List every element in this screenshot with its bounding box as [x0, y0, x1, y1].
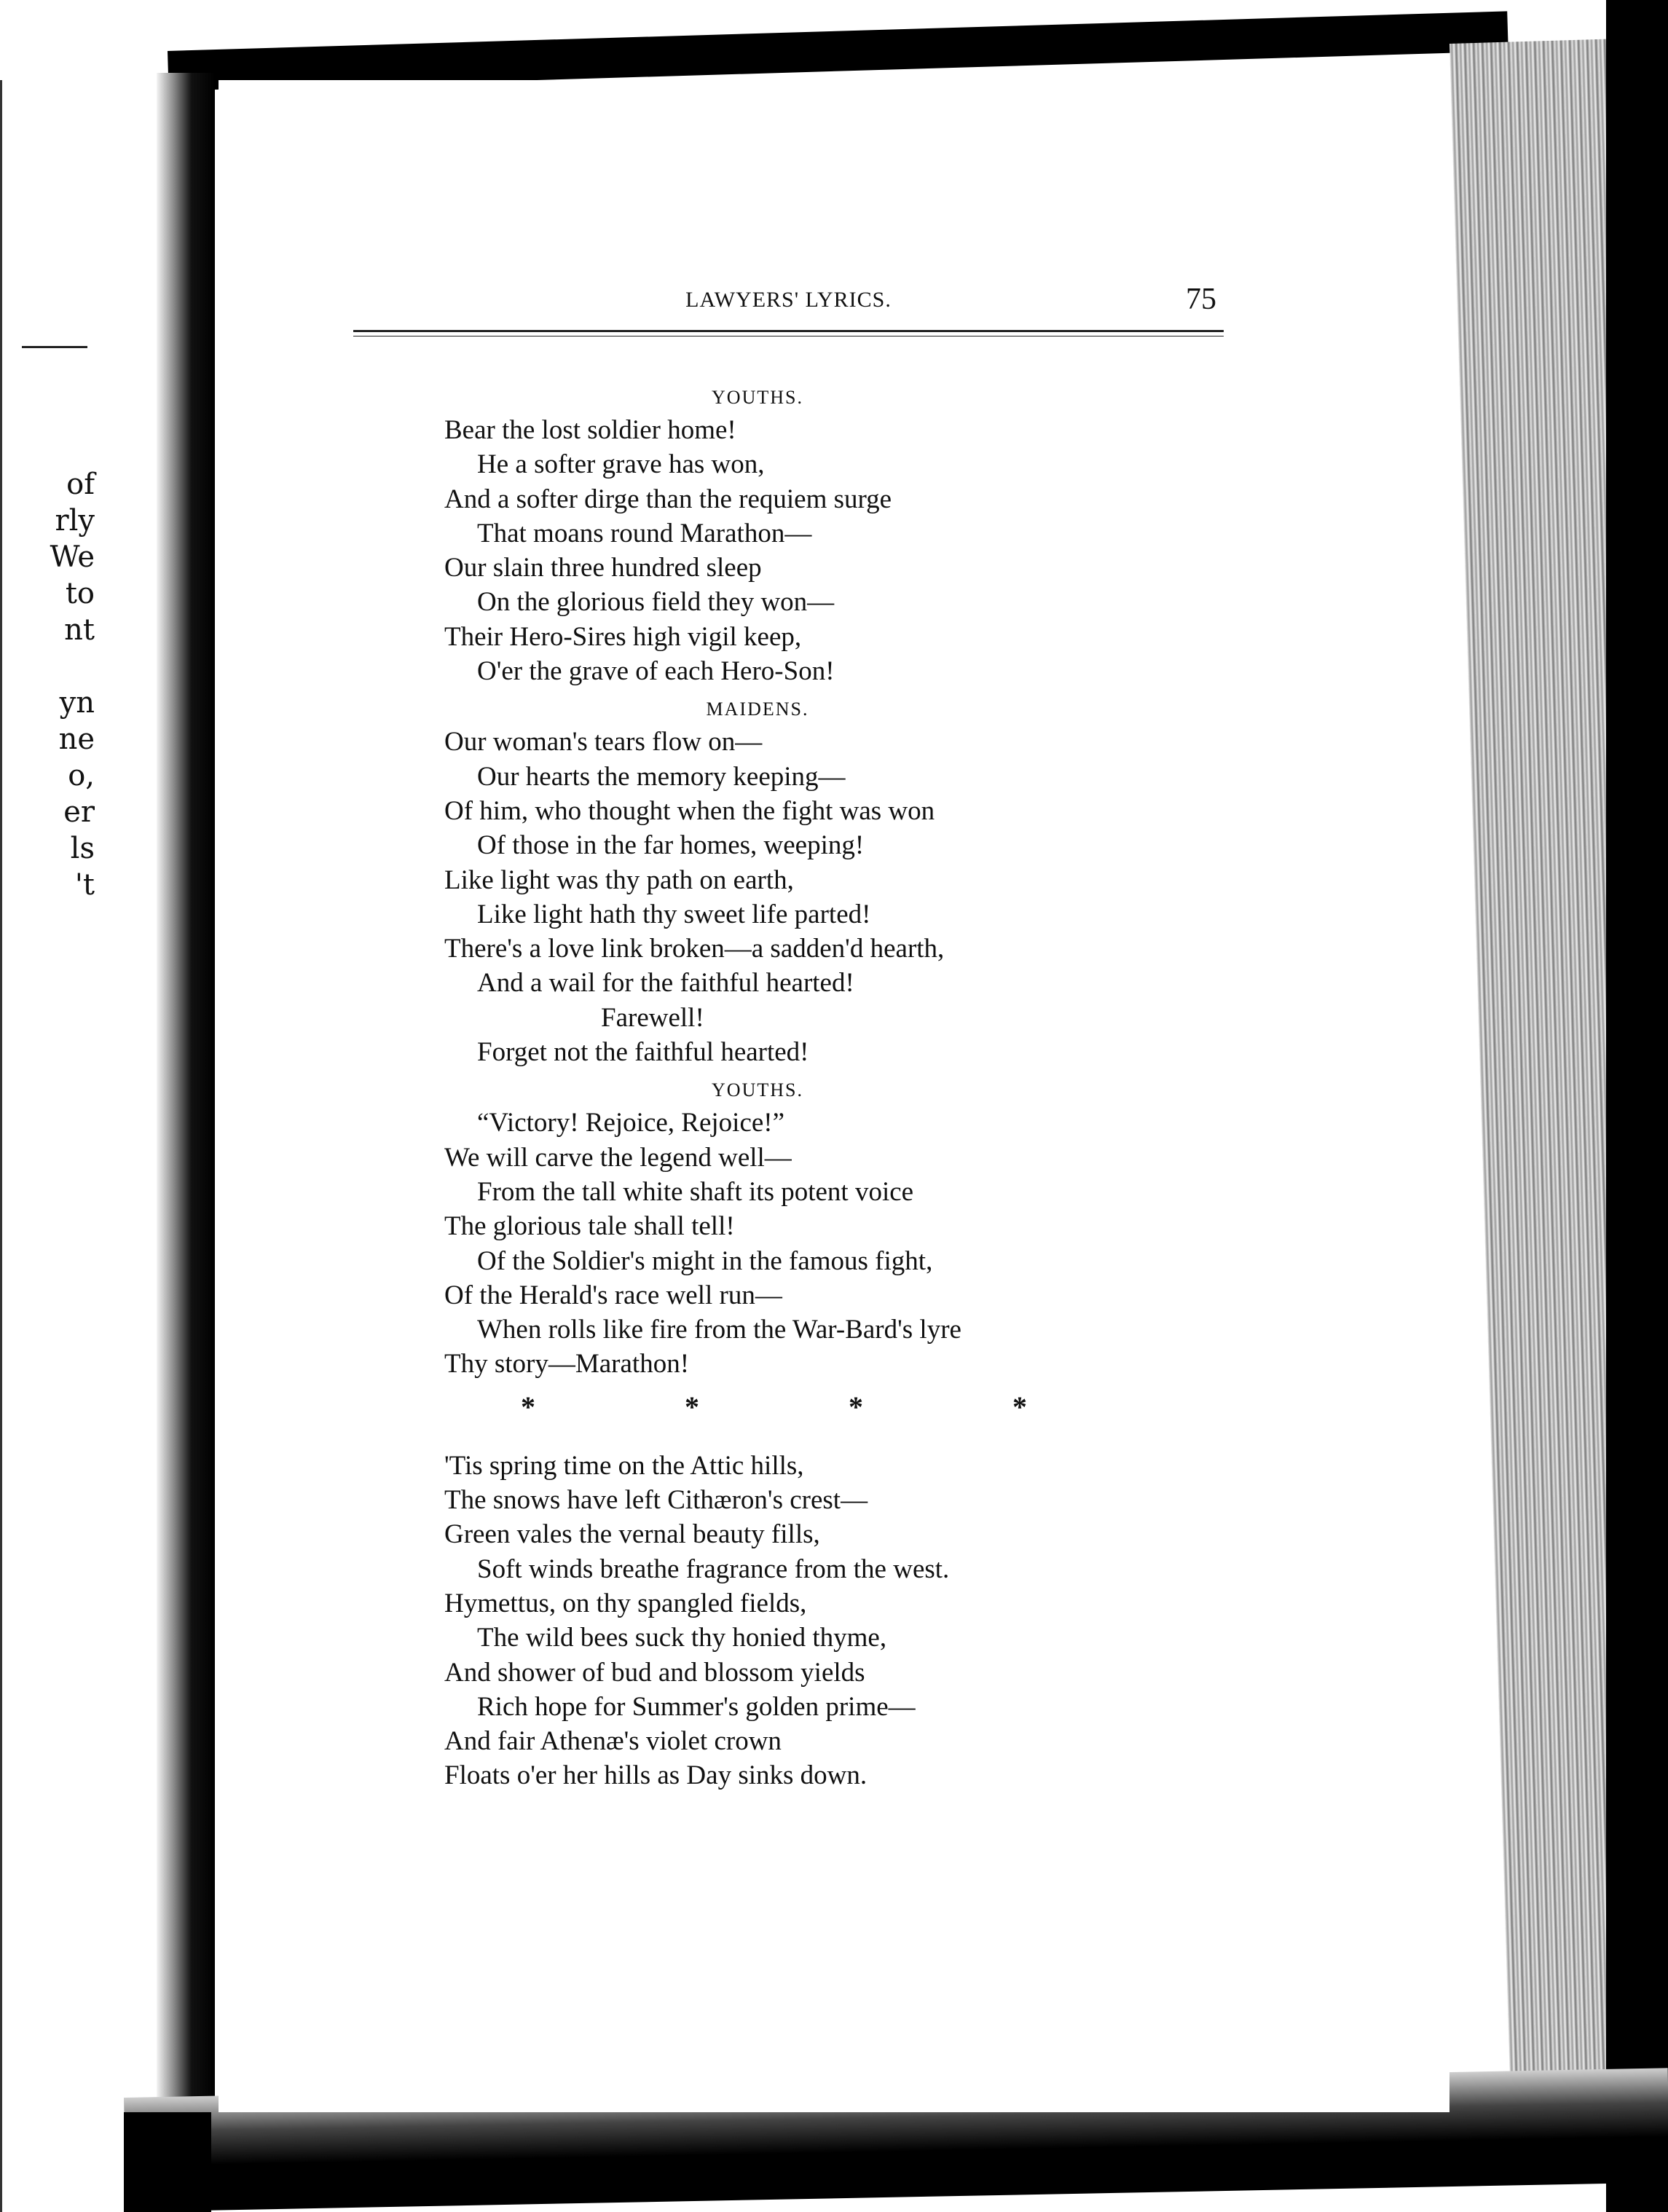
scan-border-bottom-left: [124, 2112, 211, 2212]
poem-line: There's a love link broken—a sadden'd hearth,: [444, 934, 945, 964]
poem-line: And a softer dirge than the requiem surge: [444, 484, 892, 514]
poem-line: Rich hope for Summer's golden prime—: [477, 1691, 916, 1722]
previous-page-fragment: ls: [70, 832, 95, 865]
poem-line: When rolls like fire from the War-Bard's lyre: [477, 1315, 961, 1345]
poem-line: On the glorious field they won—: [477, 587, 835, 618]
poem-line: Soft winds breathe fragrance from the west.: [477, 1554, 950, 1584]
poem-line: 'Tis spring time on the Attic hills,: [444, 1450, 804, 1481]
poem-line: Our hearts the memory keeping—: [477, 761, 846, 792]
scan-border-right: [1606, 0, 1668, 2212]
previous-page-fragment: of: [66, 468, 95, 501]
poem-line: Of the Herald's race well run—: [444, 1280, 782, 1310]
stanza-gap: [444, 1433, 1391, 1449]
poem-line: Of the Soldier's might in the famous fight,: [477, 1245, 933, 1276]
previous-page-fragment: er: [63, 795, 95, 829]
previous-page-fragment: yn: [59, 686, 95, 720]
poem-line: Of those in the far homes, weeping!: [477, 830, 865, 861]
previous-page-fragment: [0, 648, 95, 685]
book-gutter: [157, 73, 215, 2134]
poem-line: From the tall white shaft its potent voice: [477, 1176, 914, 1207]
previous-page-fragment: 't: [74, 868, 95, 902]
poem-line: Thy story—Marathon!: [444, 1349, 690, 1379]
header-rule: [353, 330, 1224, 336]
poem-line: Our woman's tears flow on—: [444, 727, 763, 757]
poem-line: Hymettus, on thy spangled fields,: [444, 1588, 807, 1618]
separator-asterisk: *: [1012, 1390, 1027, 1423]
poem-line: The glorious tale shall tell!: [444, 1211, 735, 1242]
poem-line: The snows have left Cithæron's crest—: [444, 1485, 868, 1516]
poem-line: Bear the lost soldier home!: [444, 415, 736, 445]
previous-page-fragment: nt: [64, 613, 95, 647]
poem-line: Farewell!: [601, 1002, 704, 1033]
previous-page-fragment: We: [50, 540, 95, 574]
poem-line: Of him, who thought when the fight was won: [444, 795, 935, 826]
previous-page-fragment: o,: [68, 759, 95, 792]
separator-asterisk: *: [685, 1390, 699, 1423]
poem-body: [444, 382, 1391, 1793]
poem-line: And fair Athenæ's violet crown: [444, 1726, 782, 1757]
section-heading: YOUTHS.: [712, 1079, 803, 1101]
poem-line: The wild bees suck thy honied thyme,: [477, 1623, 887, 1653]
poem-line: Like light hath thy sweet life parted!: [477, 899, 871, 929]
separator-asterisk: *: [849, 1390, 863, 1423]
previous-page-edge: [0, 80, 170, 2212]
scan-border-top: [168, 11, 1508, 91]
page-number: 75: [1186, 283, 1216, 316]
poem-line: Forget not the faithful hearted!: [477, 1037, 809, 1068]
poem-line: He a softer grave has won,: [477, 449, 765, 480]
poem-line: Our slain three hundred sleep: [444, 553, 762, 583]
poem-line: And a wail for the faithful hearted!: [477, 968, 854, 999]
section-heading: MAIDENS.: [706, 698, 809, 720]
separator-asterisk: *: [521, 1390, 535, 1423]
poem-line: Green vales the vernal beauty fills,: [444, 1519, 820, 1550]
page-header: [353, 283, 1224, 346]
running-head: LAWYERS' LYRICS.: [685, 288, 892, 312]
previous-page-fragment: to: [65, 577, 95, 610]
poem-line: We will carve the legend well—: [444, 1142, 792, 1173]
section-heading: YOUTHS.: [712, 387, 803, 408]
poem-line: That moans round Marathon—: [477, 518, 812, 548]
previous-page-fragment: ne: [58, 723, 95, 756]
previous-page-margin-text: [0, 466, 95, 903]
previous-page-fragment: rly: [55, 504, 95, 538]
previous-page-rule: [22, 346, 87, 348]
poem-line: And shower of bud and blossom yields: [444, 1657, 865, 1688]
poem-line: Their Hero-Sires high vigil keep,: [444, 621, 802, 652]
book-page: [219, 80, 1449, 2112]
section-separator: [444, 1382, 1391, 1433]
poem-line: “Victory! Rejoice, Rejoice!”: [477, 1108, 785, 1138]
poem-line: Like light was thy path on earth,: [444, 865, 794, 895]
poem-line: O'er the grave of each Hero-Son!: [477, 656, 835, 687]
poem-line: Floats o'er her hills as Day sinks down.: [444, 1760, 868, 1791]
